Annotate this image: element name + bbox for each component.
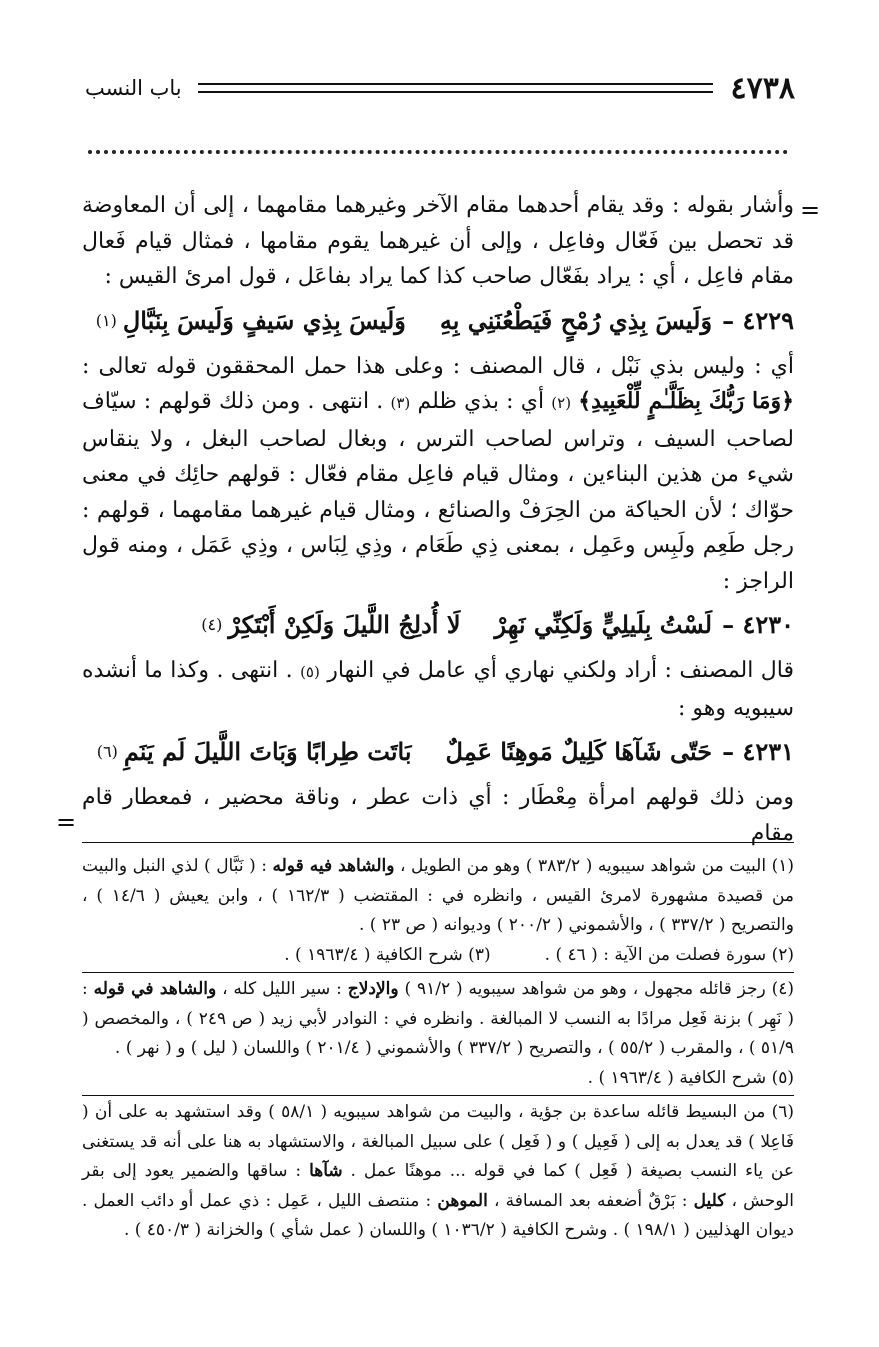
text-segment: : ساقها والضمير يعود إلى بقر الوحش ، — [82, 1161, 794, 1211]
footnote-ref: (٥) — [300, 663, 320, 681]
footnote-ref: (٤) — [201, 615, 223, 634]
text-segment: (٦) من البسيط قائله ساعدة بن جؤية ، والبيت من شواهد سيبويه ( ٥٨/١ ) وقد استشهد به على أن ( فَاعِلا ) قد يعدل به إلى ( فَعِيل ) و ( فَعِل ) على سبيل المبالغة ، والاستشهاد به هنا على أنه قد يستغنى عن ياء النسب بصيغة ( فَعِل ) كما في قوله ... موهنًا عمل . — [82, 1102, 794, 1181]
chapter-title: باب النسب — [85, 76, 182, 100]
verse-hemistich-2: لَا أُدلِجُ اللَّيلَ وَلَكِنْ أَبْتَكِرْ — [228, 610, 461, 639]
continuation-mark-end: = — [56, 808, 77, 836]
verse-hemistich-2: وَلَيسَ بِذِي سَيفٍ وَلَيسَ بِنَبَّالِ — [122, 305, 406, 335]
footnote-5: (٥) شرح الكافية ( ١٩٦٣/٤ ) . — [587, 1067, 794, 1088]
bold-term: والشاهد في قوله — [93, 979, 217, 999]
footnote-1 — [82, 852, 794, 941]
footnote-divider — [82, 972, 794, 973]
verse-number: ٤٢٣١ – — [722, 737, 794, 766]
verse-number: ٤٢٢٩ – — [722, 305, 794, 335]
verse-hemistich-1: وَلَيسَ بِذِي رُمْحٍ فَيَطْعُنَنِي بِهِ — [439, 305, 713, 335]
text-segment: . انتهى . وكذا ما أنشده سيبويه وهو : — [82, 658, 794, 721]
bold-term: كليل — [693, 1190, 726, 1211]
text-segment: (٤) رجز قائله مجهول ، وهو من شواهد سيبويه ( ٩١/٢ ) — [398, 979, 794, 999]
text-segment: : سير الليل كله ، — [216, 979, 348, 999]
footnotes — [82, 852, 794, 1246]
verse-4229 — [82, 299, 794, 343]
footnote-divider — [82, 1095, 794, 1096]
verse-hemistich-1: حَتّى شَآهَا كَلِيلٌ مَوهِنًا عَمِلٌ — [445, 737, 713, 766]
main-text — [82, 188, 794, 851]
intro-paragraph: وأشار بقوله : وقد يقام أحدهما مقام الآخر وغيرهما مقامهما ، إلى أن المعاوضة قد تحصل بين فَعّال وفاعِل ، وإلى أن غيرهما يقوم مقامها ، فمثال قيام فَعال مقام فاعِل ، أي : يراد بفَعّال صاحب كذا كما يراد بفاعَل ، قول امرئ القيس : — [82, 193, 794, 289]
bold-term: والشاهد فيه قوله — [272, 856, 395, 876]
text-segment: : ( نَبَّال ) لذي النبل والبيت من قصيدة مشهورة لامرئ القيس ، وانظره في : المقتضب ( ١٦٢/٣ ) ، وابن يعيش ( ١٤/٦ ) ، والتصريح ( ٣٣٧/٢ ) ، والأشموني ( ٢٠٠/٢ ) وديوانه ( ص ٢٣ ) . — [82, 856, 794, 935]
text-segment: : ( نَهِر ) بزنة فَعِل مرادًا به النسب لا المبالغة . وانظره في : النوادر لأبي زيد ( ص ٢٤٩ ) ، والمخصص ( ٥١/٩ ) ، والمقرب ( ٥٥/٢ ) ، والتصريح ( ٣٣٧/٢ ) والأشموني ( ٢٠١/٤ ) واللسان ( ليل ) و ( نهر ) . — [82, 979, 794, 1058]
bold-term: والإدلاج — [347, 979, 399, 999]
footnote-6 — [82, 1098, 794, 1246]
text-segment: . انتهى . ومن ذلك قولهم : سيّاف لصاحب السيف ، وتراس لصاحب الترس ، وبغال لصاحب البغل ، ولا ينقاس شيء من هذين البناءين ، ومثال قيام فاعِل مقام فعّال : قولهم حائِك في معنى حوّاك ؛ لأن الحياكة من الحِرَفْ والصنائع ، ومثال قيام غيرهما مقامهما ، قولهم : رجل طَعِم ولَبِس وعَمِل ، بمعنى ذِي طَعَام ، وذِي لِبَاس ، وذِي عَمَل ، ومنه قول الراجز : — [82, 389, 794, 594]
verse-hemistich-2: بَاتَت طِرابًا وَبَاتَ اللَّيلَ لَم يَنَمِ — [123, 737, 412, 766]
footnote-4 — [82, 975, 794, 1064]
footnote-ref: (٦) — [96, 742, 118, 761]
page-number: ٤٧٣٨ — [730, 70, 795, 106]
quran-verse: ﴿وَمَا رَبُّكَ بِظَلَّـٰمٍ لِّلْعَبِيدِ﴾ — [578, 388, 795, 414]
text-segment: قال المصنف : أراد ولكني نهاري أي عامل في النهار — [327, 658, 794, 683]
text-segment: : بَرْقٌ أضعفه بعد المسافة ، — [487, 1190, 694, 1211]
footnote-3: (٣) شرح الكافية ( ١٩٦٣/٤ ) . — [284, 944, 491, 965]
text-segment: (١) البيت من شواهد سيبويه ( ٣٨٣/٢ ) وهو من الطويل ، — [394, 856, 794, 876]
verse-4231 — [82, 730, 794, 774]
page-header — [85, 68, 795, 108]
bold-term: الموهن — [437, 1190, 488, 1211]
continuation-mark-start: = — [800, 196, 821, 224]
footnote-ref: (١) — [95, 310, 117, 330]
paragraph-4: ومن ذلك قولهم امرأة مِعْطَار : أي ذات عطر ، وناقة محضير ، فمعطار قام مقام — [82, 785, 794, 846]
verse-number: ٤٢٣٠ – — [722, 610, 794, 639]
footnote-ref: (٢) — [551, 394, 572, 412]
verse-4230 — [82, 603, 794, 647]
dotted-separator — [88, 150, 788, 154]
header-rule — [198, 83, 713, 93]
footnote-ref: (٣) — [390, 394, 411, 412]
footnote-rule — [82, 842, 794, 843]
verse-hemistich-1: لَسْتُ بِلَيلِيٍّ وَلَكِنِّي نَهِرْ — [494, 610, 713, 639]
text-segment: : منتصف الليل ، عَمِل : ذي عمل أو دائب العمل . ديوان الهذليين ( ١٩٨/١ ) . وشرح الكافية ( ١٠٣٦/٢ ) واللسان ( عمل شأي ) والخزانة ( ٤٥٠/٣ ) . — [82, 1190, 794, 1240]
paragraph-2 — [82, 349, 794, 600]
footnote-2-3 — [82, 941, 794, 971]
bold-term: شآها — [309, 1161, 343, 1181]
footnote-2: (٢) سورة فصلت من الآية : ( ٤٦ ) . — [544, 944, 794, 965]
text-segment: أي : وليس بذي نَبْل ، قال المصنف : وعلى هذا حمل المحققون قوله تعالى : — [82, 353, 794, 379]
paragraph-3 — [82, 653, 794, 726]
text-segment: أي : بذي ظلم — [417, 389, 545, 414]
